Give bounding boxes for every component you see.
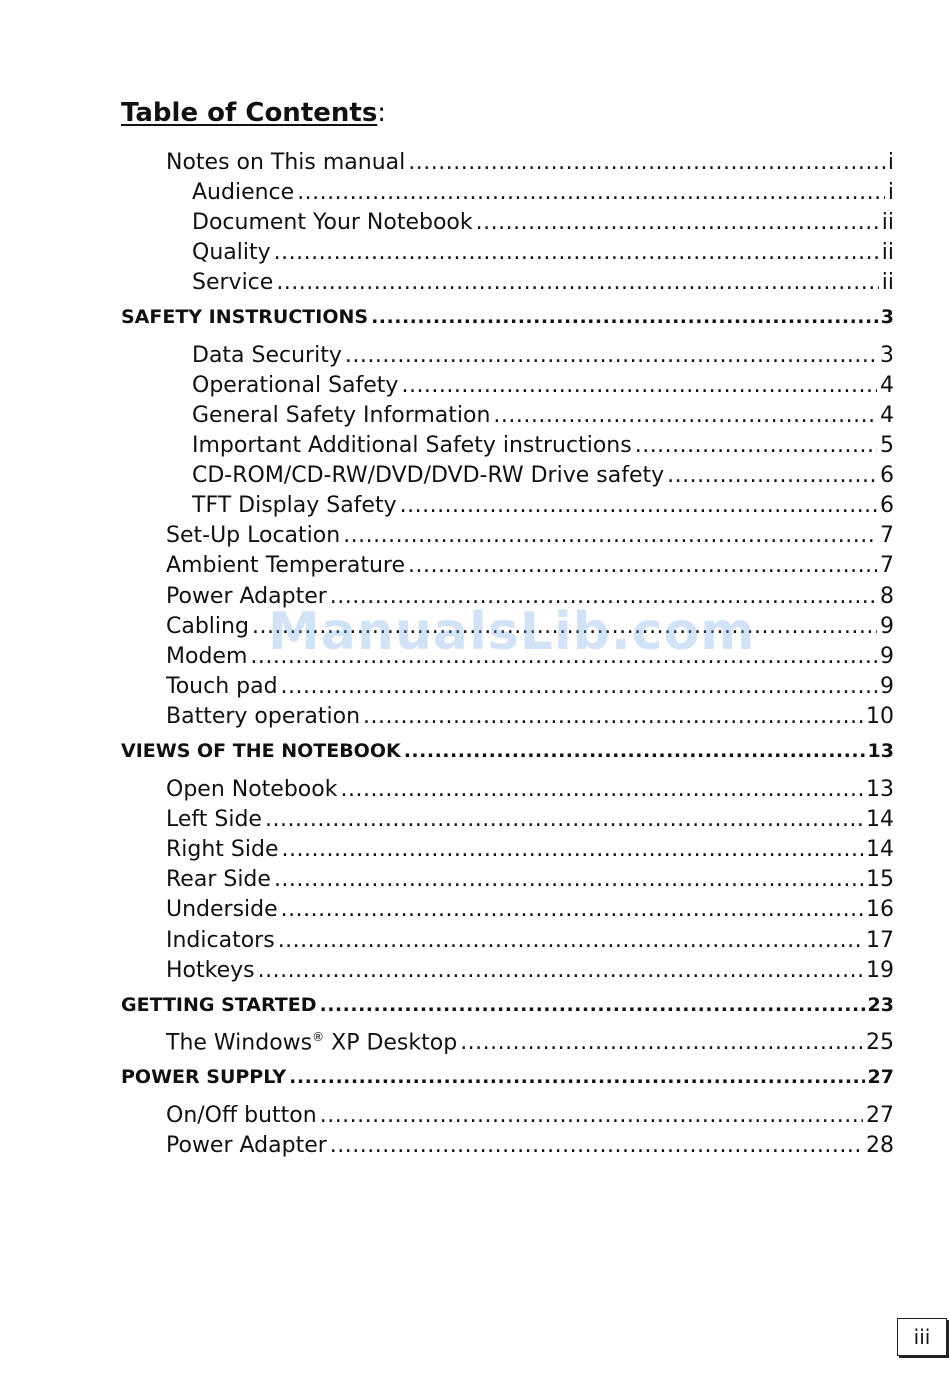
toc-entry-label [166,837,279,862]
toc-entry-row[interactable] [166,584,894,614]
toc-page-number: 25 [866,1030,894,1056]
toc-page-number: 4 [880,373,894,398]
dot-leader [360,704,863,729]
dot-leader [327,584,877,609]
toc-entry-label-text: Audience [192,180,295,205]
toc-page-number: 8 [880,584,894,609]
toc-page-number: 4 [880,403,894,428]
toc-page-number: 3 [880,343,894,368]
toc-page-number: 7 [880,553,894,578]
toc-entry-row[interactable] [192,493,894,523]
toc-entry-row[interactable] [166,1030,894,1060]
toc-page-number: 17 [866,928,894,953]
toc-page-number: 6 [880,463,894,488]
toc-entry-label [192,493,397,518]
toc-page-number: ii [881,210,894,235]
dot-leader [278,674,877,699]
toc-section-row[interactable] [121,994,894,1024]
dot-leader [249,614,877,639]
toc-entry-label-text: POWER SUPPLY [121,1066,287,1088]
toc-entry-row[interactable] [192,373,894,403]
toc-page-number: 15 [866,867,894,892]
toc-page-number: 16 [866,897,894,922]
toc-entry-label [192,270,273,295]
toc-entry-label [192,180,294,205]
toc-entry-label-rest: XP Desktop [324,1030,458,1056]
dot-leader [397,493,877,518]
toc-entry-label-text: Document Your Notebook [192,210,473,235]
toc-entry-label-text: Power Adapter [166,584,327,609]
toc-entry-label-text: Service [192,270,274,295]
toc-entry-row[interactable] [192,240,894,270]
toc-entry-label [166,704,360,729]
toc-entry-row[interactable] [166,837,894,867]
toc-page-number: ii [881,270,894,295]
dot-leader [401,740,865,762]
toc-entry-row[interactable] [192,343,894,373]
dot-leader [271,240,879,265]
watermark: ManualsLib.com [268,602,756,662]
toc-entry-label [166,1030,457,1055]
toc-entry-label [192,463,664,488]
toc-entry-row[interactable] [166,553,894,583]
toc-section-row[interactable] [121,1066,894,1096]
dot-leader [398,373,877,398]
toc-entry-row[interactable] [166,704,894,734]
dot-leader [473,210,879,235]
toc-entry-label-text: Modem [166,644,248,669]
toc-entry-label-text: TFT Display Safety [192,493,397,518]
toc-page-number: i [887,150,894,175]
toc-page-number: 9 [880,614,894,639]
toc-entry-label [166,584,327,609]
toc-entry-label-text: Data Security [192,343,342,368]
toc-entry-label [192,343,342,368]
dot-leader [316,994,864,1016]
toc-entry-label [192,373,398,398]
toc-entry-label [192,403,490,428]
toc-entry-label-text: Power Adapter [166,1133,327,1158]
toc-entry-label [166,1103,317,1128]
toc-page-number: 28 [866,1133,894,1158]
toc-entry-label [166,867,271,892]
dot-leader [255,958,863,983]
toc-entry-label-text: Important Additional Safety instructions [192,433,632,458]
dot-leader [342,343,877,368]
toc-entry-label-text: Operational Safety [192,373,399,398]
toc-entry-label [192,210,473,235]
toc-entry-label [121,994,316,1016]
toc-entry-label [192,240,271,265]
toc-page-number: 14 [866,837,894,862]
toc-entry-row[interactable] [166,1133,894,1163]
toc-entry-label-text: Set-Up Location [166,523,341,548]
toc-entry-label-text: Battery operation [166,704,361,729]
dot-leader [405,150,885,175]
toc-entry-label [121,1066,286,1088]
toc-entry-label [166,777,337,802]
toc-entry-row[interactable] [192,403,894,433]
page-number: iii [897,1318,947,1356]
toc-entry-row[interactable] [192,463,894,493]
dot-leader [327,1133,863,1158]
toc-entry-label [121,306,368,328]
toc-entry-row[interactable] [166,807,894,837]
toc-entry-label-text: Left Side [166,807,262,832]
toc-page-number: 10 [866,704,894,729]
toc-entry-row[interactable] [192,433,894,463]
toc-entry-label-text: Rear Side [166,867,271,892]
toc-page-number: 3 [880,306,894,328]
toc-page-number: 27 [866,1103,894,1128]
toc-entry-label [121,740,401,762]
toc-entry-label [166,553,405,578]
toc-entry-label [166,644,247,669]
toc-page-number: 7 [880,523,894,548]
toc-entry-row[interactable] [166,614,894,644]
dot-leader [262,807,863,832]
toc-section-row[interactable] [121,740,894,770]
toc-entry-label-text: The Windows [166,1030,313,1056]
toc-entry-label-text: Ambient Temperature [166,553,406,578]
toc-entry-row[interactable] [166,674,894,704]
toc-section-row[interactable] [121,306,894,336]
dot-leader [273,270,878,295]
toc-page-number: 19 [866,958,894,983]
toc-entry-label [166,897,278,922]
toc-page-number: ii [881,240,894,265]
toc-entry-label [166,928,275,953]
toc-entry-label-text: General Safety Information [192,403,491,428]
dot-leader [247,644,877,669]
toc-entry-label-text: GETTING STARTED [121,994,317,1016]
dot-leader [340,523,877,548]
toc-page-number: 9 [880,674,894,699]
dot-leader [337,777,863,802]
dot-leader [294,180,885,205]
toc-page-number: 9 [880,644,894,669]
toc-entry-label [166,674,278,699]
toc-entry-row[interactable] [166,897,894,927]
dot-leader [632,433,877,458]
toc-entry-label [166,1133,327,1158]
toc-entry-row[interactable] [192,270,894,300]
dot-leader [368,306,878,328]
toc-entry-row[interactable] [166,958,894,988]
toc-entry-row[interactable] [192,210,894,240]
registered-mark: ® [312,1030,325,1044]
toc-entry-label [166,958,255,983]
toc-entry-row[interactable] [166,150,894,180]
toc-entry-row[interactable] [166,867,894,897]
toc-entry-label-text: CD-ROM/CD-RW/DVD/DVD-RW Drive safety [192,463,665,488]
dot-leader [271,867,863,892]
toc-entry-label-text: Right Side [166,837,279,862]
toc-entry-label-text: Notes on This manual [166,150,406,175]
toc-entry-label [166,523,340,548]
dot-leader [279,837,863,862]
toc-page-number: 27 [867,1066,894,1088]
dot-leader [490,403,877,428]
toc-entry-label [192,433,632,458]
dot-leader [275,928,863,953]
toc-heading-text: Table of Contents [121,98,378,128]
toc-entry-label-text: Cabling [166,614,249,639]
toc-page-number: 6 [880,493,894,518]
dot-leader [457,1030,863,1055]
toc-entry-row[interactable] [166,523,894,553]
toc-entry-label-text: Underside [166,897,278,922]
toc-page-number: 23 [867,994,894,1016]
toc-entry-label-text: SAFETY INSTRUCTIONS [121,306,369,328]
dot-leader [317,1103,863,1128]
toc-page-number: 13 [867,740,894,762]
toc-entry-row[interactable] [166,644,894,674]
dot-leader [278,897,863,922]
dot-leader [405,553,877,578]
toc-entry-label-text: Indicators [166,928,275,953]
toc-page-number: 5 [880,433,894,458]
toc-entry-label-text: Hotkeys [166,958,255,983]
toc-heading-colon: : [377,98,387,128]
toc-page-number: 13 [866,777,894,802]
toc-page-number: i [887,180,894,205]
toc-entry-label-text: On/Off button [166,1103,317,1128]
toc-entry-row[interactable] [166,1103,894,1133]
toc-entry-label-text: Open Notebook [166,777,338,802]
toc-entry-label [166,807,262,832]
toc-entry-row[interactable] [166,777,894,807]
dot-leader [664,463,877,488]
toc-entry-row[interactable] [192,180,894,210]
toc-entry-row[interactable] [166,928,894,958]
toc-entry-label-text: VIEWS OF THE NOTEBOOK [121,740,401,762]
dot-leader [286,1066,864,1088]
toc-entry-label [166,150,405,175]
toc-page-number: 14 [866,807,894,832]
toc-entry-label-text: Touch pad [166,674,278,699]
toc-entry-label [166,614,249,639]
toc-entry-label-text: Quality [192,240,271,265]
